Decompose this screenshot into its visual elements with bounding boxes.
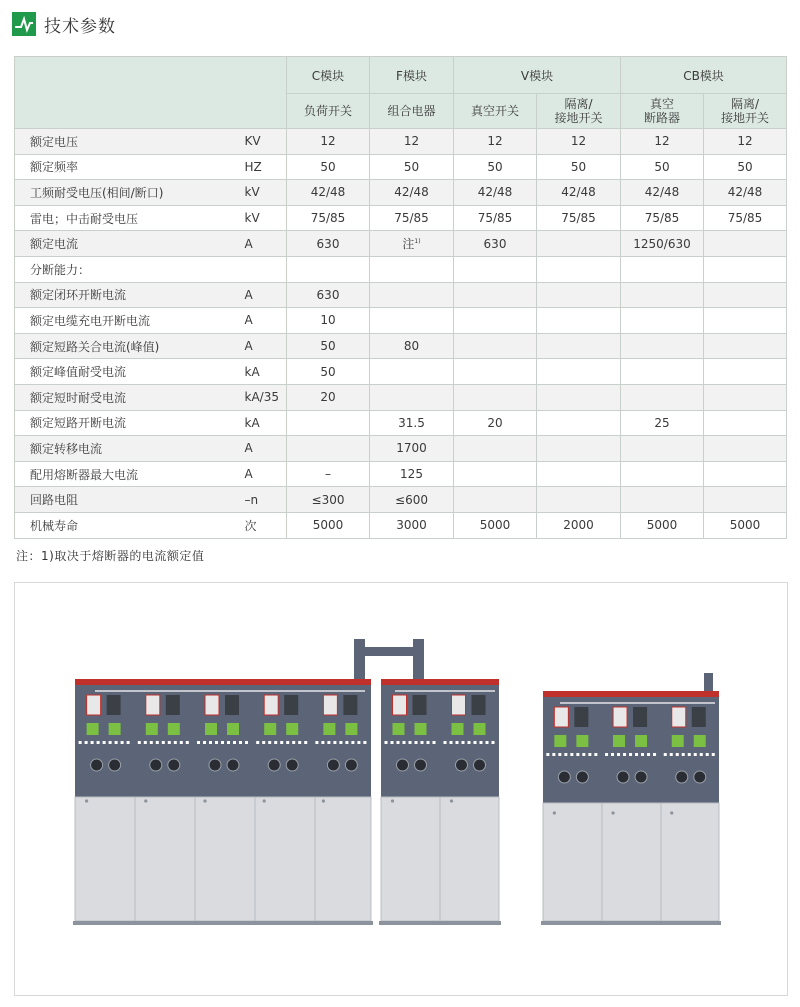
param-value bbox=[454, 487, 537, 513]
param-value bbox=[621, 384, 704, 410]
param-value: 12 bbox=[287, 129, 370, 155]
param-value: 42/48 bbox=[454, 180, 537, 206]
table-row bbox=[15, 461, 787, 487]
param-name: 配用熔断器最大电流 bbox=[15, 461, 245, 487]
param-value: 75/85 bbox=[454, 205, 537, 231]
param-value bbox=[537, 359, 621, 385]
param-value: 2000 bbox=[537, 512, 621, 538]
footnote-ref: 1) bbox=[414, 238, 421, 246]
param-value bbox=[704, 384, 787, 410]
param-value: 50 bbox=[287, 154, 370, 180]
param-value bbox=[454, 308, 537, 334]
table-row bbox=[15, 205, 787, 231]
table-row bbox=[15, 256, 787, 282]
param-value bbox=[287, 436, 370, 462]
param-unit: A bbox=[245, 333, 287, 359]
param-value bbox=[621, 282, 704, 308]
param-name: 分断能力： bbox=[15, 256, 245, 282]
param-name: 雷电；中击耐受电压 bbox=[15, 205, 245, 231]
param-unit: A bbox=[245, 308, 287, 334]
param-value: 1250/630 bbox=[621, 231, 704, 257]
table-row bbox=[15, 180, 787, 206]
lightning-logo-icon bbox=[12, 12, 36, 36]
param-value bbox=[704, 231, 787, 257]
param-name: 额定闭环开断电流 bbox=[15, 282, 245, 308]
param-value bbox=[704, 410, 787, 436]
param-value bbox=[704, 461, 787, 487]
param-value bbox=[537, 282, 621, 308]
param-name: 回路电阻 bbox=[15, 487, 245, 513]
param-value: 50 bbox=[621, 154, 704, 180]
table-row bbox=[15, 410, 787, 436]
param-unit: HZ bbox=[245, 154, 287, 180]
sub-header: 隔离/ 接地开关 bbox=[537, 94, 621, 129]
param-unit: KV bbox=[245, 129, 287, 155]
param-value: 3000 bbox=[370, 512, 454, 538]
module-header: F模块 bbox=[370, 57, 454, 94]
param-name: 额定电缆充电开断电流 bbox=[15, 308, 245, 334]
param-unit: –n bbox=[245, 487, 287, 513]
param-value: 75/85 bbox=[704, 205, 787, 231]
sub-header: 真空开关 bbox=[454, 94, 537, 129]
param-value: 1700 bbox=[370, 436, 454, 462]
param-value: 75/85 bbox=[287, 205, 370, 231]
param-value bbox=[370, 359, 454, 385]
param-value: 50 bbox=[454, 154, 537, 180]
param-value bbox=[621, 333, 704, 359]
param-value: 80 bbox=[370, 333, 454, 359]
table-row bbox=[15, 129, 787, 155]
param-value: 20 bbox=[454, 410, 537, 436]
param-value bbox=[621, 487, 704, 513]
param-value bbox=[537, 487, 621, 513]
param-value: ≤300 bbox=[287, 487, 370, 513]
sub-header: 组合电器 bbox=[370, 94, 454, 129]
param-value bbox=[454, 333, 537, 359]
param-value: 31.5 bbox=[370, 410, 454, 436]
param-unit: A bbox=[245, 461, 287, 487]
param-value: 42/48 bbox=[704, 180, 787, 206]
switchgear-illustration bbox=[14, 582, 788, 996]
param-value: 注$^{1)}$ bbox=[370, 231, 454, 257]
table-row bbox=[15, 436, 787, 462]
param-name: 额定转移电流 bbox=[15, 436, 245, 462]
param-value bbox=[287, 256, 370, 282]
param-name: 额定短路开断电流 bbox=[15, 410, 245, 436]
sub-header: 隔离/ 接地开关 bbox=[704, 94, 787, 129]
param-name: 额定电压 bbox=[15, 129, 245, 155]
param-value bbox=[454, 359, 537, 385]
param-name: 额定频率 bbox=[15, 154, 245, 180]
param-value: 75/85 bbox=[621, 205, 704, 231]
param-value: 12 bbox=[537, 129, 621, 155]
param-value: 50 bbox=[287, 359, 370, 385]
param-value bbox=[537, 333, 621, 359]
sub-header: 负荷开关 bbox=[287, 94, 370, 129]
param-unit: A bbox=[245, 282, 287, 308]
module-header: C模块 bbox=[287, 57, 370, 94]
param-unit: kA bbox=[245, 359, 287, 385]
param-value bbox=[621, 461, 704, 487]
section-header bbox=[12, 10, 116, 38]
param-value bbox=[704, 282, 787, 308]
param-name: 额定短时耐受电流 bbox=[15, 384, 245, 410]
param-unit: A bbox=[245, 231, 287, 257]
sub-header: 真空 断路器 bbox=[621, 94, 704, 129]
param-value bbox=[704, 359, 787, 385]
param-unit: kA bbox=[245, 410, 287, 436]
table-row bbox=[15, 282, 787, 308]
param-value bbox=[454, 384, 537, 410]
param-value: 50 bbox=[287, 333, 370, 359]
param-value bbox=[370, 256, 454, 282]
param-unit: 次 bbox=[245, 512, 287, 538]
param-unit: kV bbox=[245, 205, 287, 231]
param-value: 5000 bbox=[287, 512, 370, 538]
param-value: 5000 bbox=[704, 512, 787, 538]
param-value: 50 bbox=[370, 154, 454, 180]
param-value bbox=[621, 308, 704, 334]
param-value: 42/48 bbox=[287, 180, 370, 206]
param-value: ≤600 bbox=[370, 487, 454, 513]
param-value: 50 bbox=[537, 154, 621, 180]
param-value: 42/48 bbox=[621, 180, 704, 206]
param-unit: kA/35 bbox=[245, 384, 287, 410]
param-value bbox=[370, 282, 454, 308]
param-value bbox=[621, 359, 704, 385]
module-header: CB模块 bbox=[621, 57, 787, 94]
footnote: 注：1)取决于熔断器的电流额定值 bbox=[16, 549, 205, 563]
param-value: 25 bbox=[621, 410, 704, 436]
param-value bbox=[287, 410, 370, 436]
param-value bbox=[704, 436, 787, 462]
param-value bbox=[454, 282, 537, 308]
param-value: 12 bbox=[621, 129, 704, 155]
table-row bbox=[15, 231, 787, 257]
param-name: 额定短路关合电流(峰值) bbox=[15, 333, 245, 359]
table-row bbox=[15, 512, 787, 538]
table-row bbox=[15, 154, 787, 180]
param-value: 630 bbox=[287, 282, 370, 308]
param-unit: A bbox=[245, 436, 287, 462]
param-value bbox=[454, 461, 537, 487]
corner-header bbox=[15, 57, 287, 129]
param-unit bbox=[245, 256, 287, 282]
table-row bbox=[15, 308, 787, 334]
param-value bbox=[704, 256, 787, 282]
param-value: 5000 bbox=[621, 512, 704, 538]
param-value bbox=[537, 410, 621, 436]
param-value: 50 bbox=[704, 154, 787, 180]
param-value bbox=[454, 256, 537, 282]
param-value bbox=[704, 487, 787, 513]
param-value bbox=[537, 384, 621, 410]
param-value bbox=[704, 308, 787, 334]
param-value: – bbox=[287, 461, 370, 487]
param-value: 75/85 bbox=[537, 205, 621, 231]
param-value: 42/48 bbox=[370, 180, 454, 206]
param-value: 12 bbox=[454, 129, 537, 155]
param-value bbox=[370, 384, 454, 410]
param-value: 10 bbox=[287, 308, 370, 334]
module-header: V模块 bbox=[454, 57, 621, 94]
param-value: 42/48 bbox=[537, 180, 621, 206]
param-value: 5000 bbox=[454, 512, 537, 538]
param-value: 630 bbox=[454, 231, 537, 257]
table-row bbox=[15, 384, 787, 410]
param-value bbox=[704, 333, 787, 359]
param-value: 12 bbox=[370, 129, 454, 155]
param-value: 125 bbox=[370, 461, 454, 487]
table-row bbox=[15, 487, 787, 513]
param-value: 75/85 bbox=[370, 205, 454, 231]
param-value bbox=[537, 436, 621, 462]
param-value bbox=[537, 461, 621, 487]
param-value: 630 bbox=[287, 231, 370, 257]
param-name: 额定峰值耐受电流 bbox=[15, 359, 245, 385]
param-value bbox=[537, 308, 621, 334]
param-value bbox=[454, 436, 537, 462]
page-title: 技术参数 bbox=[44, 16, 116, 37]
param-name: 工频耐受电压(相间/断口) bbox=[15, 180, 245, 206]
param-value: 20 bbox=[287, 384, 370, 410]
param-unit: kV bbox=[245, 180, 287, 206]
table-row bbox=[15, 359, 787, 385]
param-value bbox=[537, 231, 621, 257]
param-name: 机械寿命 bbox=[15, 512, 245, 538]
param-value bbox=[537, 256, 621, 282]
spec-table bbox=[14, 56, 787, 539]
table-row bbox=[15, 333, 787, 359]
param-value bbox=[621, 256, 704, 282]
switchgear-panels-icon bbox=[15, 583, 787, 995]
param-value bbox=[370, 308, 454, 334]
param-value: 12 bbox=[704, 129, 787, 155]
param-name: 额定电流 bbox=[15, 231, 245, 257]
param-value bbox=[621, 436, 704, 462]
